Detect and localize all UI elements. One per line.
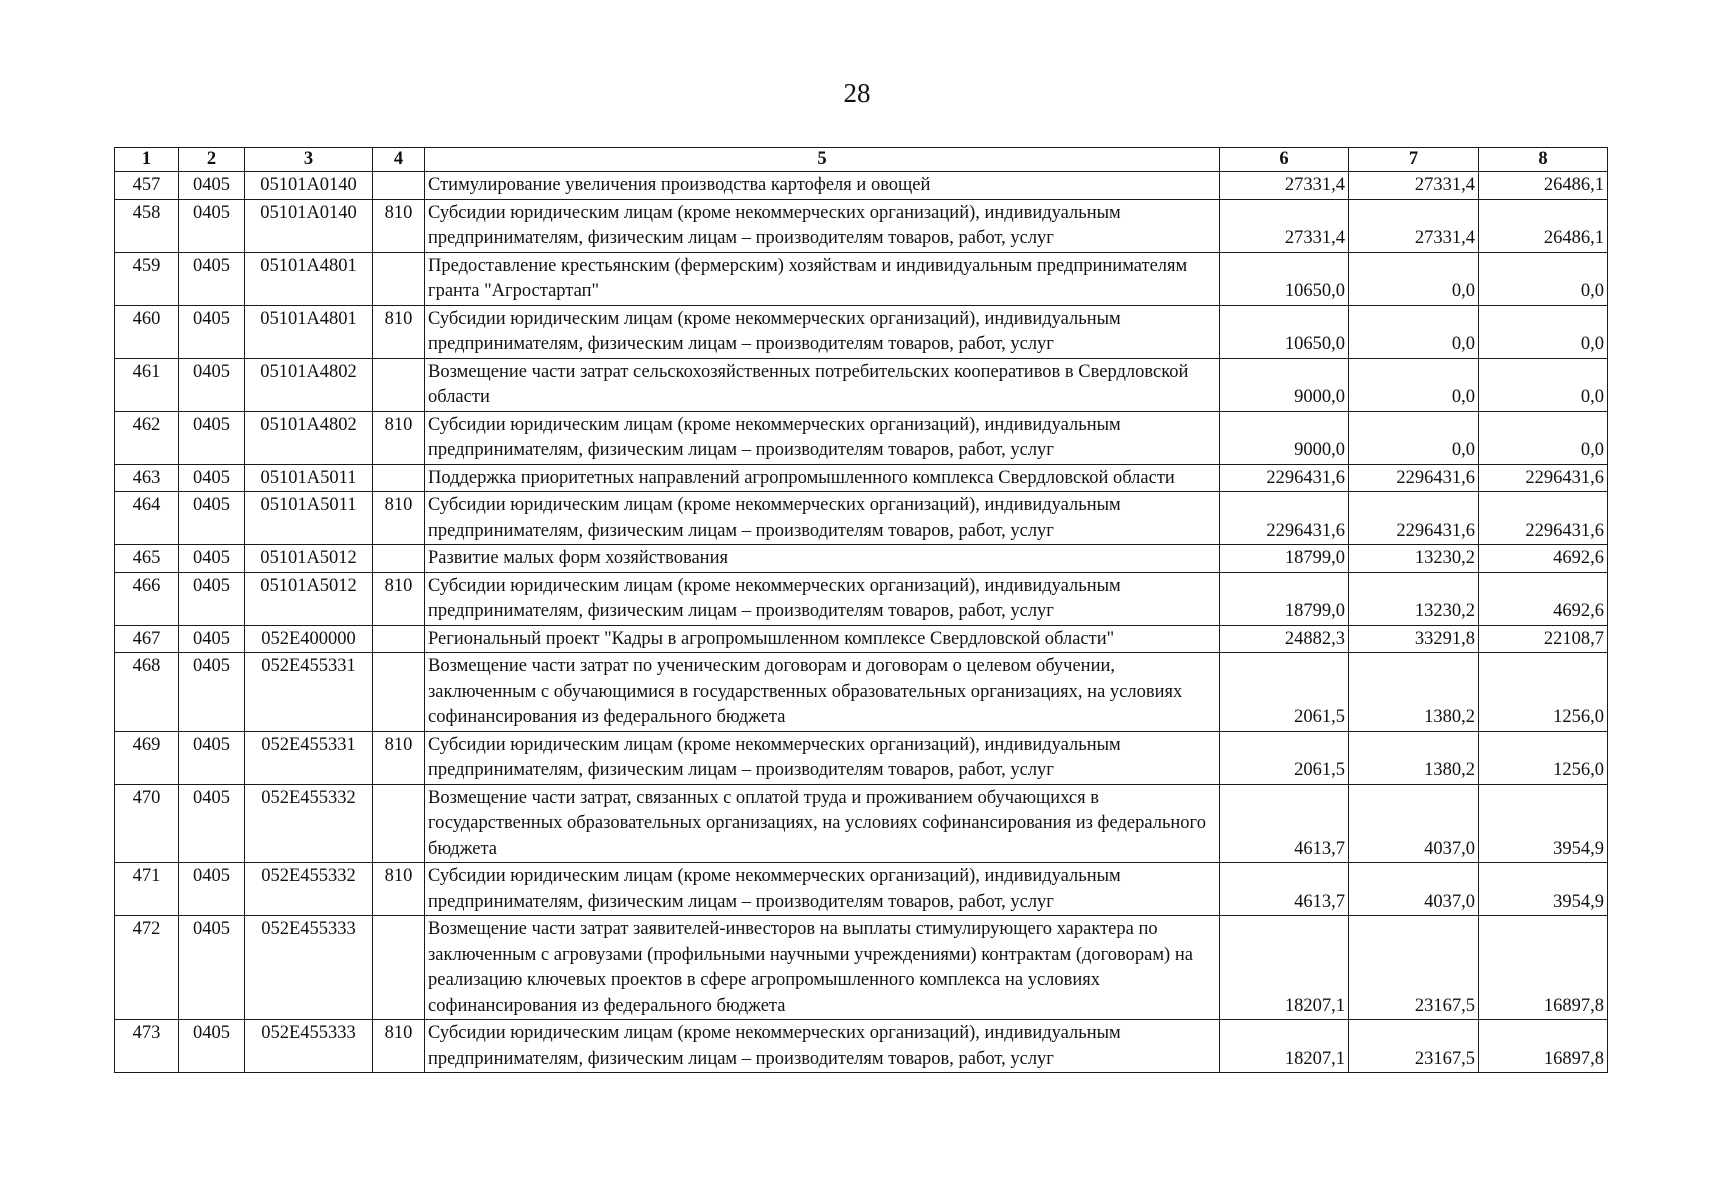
target-code-cell: 052E400000 [245,625,373,653]
expense-type-cell: 810 [373,305,425,358]
value-col-8-cell: 0,0 [1479,411,1608,464]
value-col-6-cell: 9000,0 [1220,358,1349,411]
target-code-cell: 052E455333 [245,916,373,1020]
section-code-cell: 0405 [179,731,245,784]
table-row [115,784,1608,863]
value-col-8-cell: 4692,6 [1479,572,1608,625]
target-code-cell: 05101A5012 [245,545,373,573]
value-col-7-cell: 27331,4 [1349,172,1479,200]
description-cell: Возмещение части затрат заявителей-инвесторов на выплаты стимулирующего характера по заключенным с агровузами (профильными научными учреждениями) контрактам (договорам) на реализацию ключевых проектов в сфере агропромышленного комплекса на условиях софинансирования из федерального бюджета [425,916,1220,1020]
expense-type-cell: 810 [373,199,425,252]
expense-type-cell [373,172,425,200]
description-cell: Субсидии юридическим лицам (кроме некоммерческих организаций), индивидуальным предпринимателям, физическим лицам – производителям товаров, работ, услуг [425,411,1220,464]
value-col-7-cell: 2296431,6 [1349,492,1479,545]
description-cell: Субсидии юридическим лицам (кроме некоммерческих организаций), индивидуальным предпринимателям, физическим лицам – производителям товаров, работ, услуг [425,731,1220,784]
table-row [115,305,1608,358]
section-code-cell: 0405 [179,545,245,573]
description-cell: Возмещение части затрат, связанных с оплатой труда и проживанием обучающихся в государственных образовательных организациях, на условиях софинансирования из федерального бюджета [425,784,1220,863]
header-row [115,148,1608,172]
value-col-7-cell: 4037,0 [1349,863,1479,916]
value-col-7-cell: 0,0 [1349,411,1479,464]
row-number-cell: 469 [115,731,179,784]
table-row [115,572,1608,625]
value-col-6-cell: 18799,0 [1220,545,1349,573]
row-number-cell: 472 [115,916,179,1020]
row-number-cell: 464 [115,492,179,545]
value-col-7-cell: 0,0 [1349,305,1479,358]
table-row [115,731,1608,784]
table-row [115,172,1608,200]
expense-type-cell [373,358,425,411]
row-number-cell: 465 [115,545,179,573]
description-cell: Субсидии юридическим лицам (кроме некоммерческих организаций), индивидуальным предпринимателям, физическим лицам – производителям товаров, работ, услуг [425,199,1220,252]
value-col-6-cell: 27331,4 [1220,172,1349,200]
row-number-cell: 467 [115,625,179,653]
value-col-8-cell: 16897,8 [1479,916,1608,1020]
expense-type-cell: 810 [373,863,425,916]
section-code-cell: 0405 [179,305,245,358]
description-cell: Субсидии юридическим лицам (кроме некоммерческих организаций), индивидуальным предпринимателям, физическим лицам – производителям товаров, работ, услуг [425,1020,1220,1073]
value-col-7-cell: 0,0 [1349,252,1479,305]
table-row [115,464,1608,492]
target-code-cell: 05101A5012 [245,572,373,625]
value-col-7-cell: 23167,5 [1349,1020,1479,1073]
value-col-6-cell: 18207,1 [1220,1020,1349,1073]
header-col-8: 8 [1479,148,1608,172]
section-code-cell: 0405 [179,1020,245,1073]
value-col-8-cell: 22108,7 [1479,625,1608,653]
section-code-cell: 0405 [179,653,245,732]
section-code-cell: 0405 [179,252,245,305]
expense-type-cell [373,625,425,653]
section-code-cell: 0405 [179,199,245,252]
value-col-6-cell: 10650,0 [1220,252,1349,305]
value-col-8-cell: 0,0 [1479,252,1608,305]
row-number-cell: 460 [115,305,179,358]
value-col-7-cell: 23167,5 [1349,916,1479,1020]
value-col-6-cell: 4613,7 [1220,784,1349,863]
row-number-cell: 466 [115,572,179,625]
description-cell: Субсидии юридическим лицам (кроме некоммерческих организаций), индивидуальным предпринимателям, физическим лицам – производителям товаров, работ, услуг [425,863,1220,916]
target-code-cell: 052E455331 [245,653,373,732]
row-number-cell: 458 [115,199,179,252]
header-col-3: 3 [245,148,373,172]
value-col-7-cell: 27331,4 [1349,199,1479,252]
header-col-1: 1 [115,148,179,172]
target-code-cell: 05101A0140 [245,199,373,252]
section-code-cell: 0405 [179,492,245,545]
row-number-cell: 461 [115,358,179,411]
value-col-6-cell: 24882,3 [1220,625,1349,653]
expense-type-cell: 810 [373,731,425,784]
table-row [115,492,1608,545]
header-col-2: 2 [179,148,245,172]
value-col-8-cell: 3954,9 [1479,784,1608,863]
section-code-cell: 0405 [179,172,245,200]
section-code-cell: 0405 [179,464,245,492]
expense-type-cell: 810 [373,492,425,545]
expense-type-cell: 810 [373,411,425,464]
table-body [115,172,1608,1073]
value-col-8-cell: 4692,6 [1479,545,1608,573]
section-code-cell: 0405 [179,916,245,1020]
value-col-8-cell: 2296431,6 [1479,464,1608,492]
table-row [115,252,1608,305]
table-row [115,653,1608,732]
expense-type-cell: 810 [373,572,425,625]
expense-type-cell: 810 [373,1020,425,1073]
value-col-8-cell: 1256,0 [1479,731,1608,784]
description-cell: Поддержка приоритетных направлений агропромышленного комплекса Свердловской области [425,464,1220,492]
table-row [115,1020,1608,1073]
description-cell: Субсидии юридическим лицам (кроме некоммерческих организаций), индивидуальным предпринимателям, физическим лицам – производителям товаров, работ, услуг [425,305,1220,358]
value-col-6-cell: 2061,5 [1220,653,1349,732]
target-code-cell: 05101A4802 [245,358,373,411]
description-cell: Субсидии юридическим лицам (кроме некоммерческих организаций), индивидуальным предпринимателям, физическим лицам – производителям товаров, работ, услуг [425,572,1220,625]
value-col-6-cell: 10650,0 [1220,305,1349,358]
value-col-8-cell: 26486,1 [1479,199,1608,252]
table-row [115,625,1608,653]
target-code-cell: 052E455332 [245,784,373,863]
expense-type-cell [373,464,425,492]
value-col-6-cell: 18207,1 [1220,916,1349,1020]
expense-type-cell [373,545,425,573]
value-col-7-cell: 1380,2 [1349,653,1479,732]
section-code-cell: 0405 [179,625,245,653]
value-col-7-cell: 2296431,6 [1349,464,1479,492]
page-number: 28 [843,78,871,108]
table-row [115,199,1608,252]
target-code-cell: 05101A5011 [245,492,373,545]
header-col-4: 4 [373,148,425,172]
value-col-8-cell: 0,0 [1479,358,1608,411]
value-col-8-cell: 3954,9 [1479,863,1608,916]
table-header [115,148,1608,172]
target-code-cell: 05101A0140 [245,172,373,200]
row-number-cell: 462 [115,411,179,464]
row-number-cell: 459 [115,252,179,305]
expense-type-cell [373,784,425,863]
description-cell: Стимулирование увеличения производства картофеля и овощей [425,172,1220,200]
expense-type-cell [373,252,425,305]
value-col-6-cell: 2296431,6 [1220,492,1349,545]
target-code-cell: 05101A4801 [245,305,373,358]
value-col-8-cell: 26486,1 [1479,172,1608,200]
section-code-cell: 0405 [179,411,245,464]
value-col-7-cell: 13230,2 [1349,545,1479,573]
table-row [115,916,1608,1020]
value-col-7-cell: 1380,2 [1349,731,1479,784]
description-cell: Региональный проект "Кадры в агропромышленном комплексе Свердловской области" [425,625,1220,653]
value-col-7-cell: 0,0 [1349,358,1479,411]
header-col-7: 7 [1349,148,1479,172]
expense-type-cell [373,916,425,1020]
target-code-cell: 05101A4801 [245,252,373,305]
description-cell: Развитие малых форм хозяйствования [425,545,1220,573]
value-col-6-cell: 27331,4 [1220,199,1349,252]
row-number-cell: 463 [115,464,179,492]
value-col-8-cell: 1256,0 [1479,653,1608,732]
budget-table [114,147,1608,1073]
row-number-cell: 473 [115,1020,179,1073]
target-code-cell: 052E455332 [245,863,373,916]
row-number-cell: 468 [115,653,179,732]
target-code-cell: 05101A5011 [245,464,373,492]
description-cell: Возмещение части затрат сельскохозяйственных потребительских кооперативов в Свердловской области [425,358,1220,411]
header-col-5: 5 [425,148,1220,172]
value-col-8-cell: 16897,8 [1479,1020,1608,1073]
target-code-cell: 052E455333 [245,1020,373,1073]
table-row [115,863,1608,916]
value-col-8-cell: 2296431,6 [1479,492,1608,545]
expense-type-cell [373,653,425,732]
value-col-6-cell: 9000,0 [1220,411,1349,464]
value-col-7-cell: 4037,0 [1349,784,1479,863]
value-col-6-cell: 2296431,6 [1220,464,1349,492]
value-col-6-cell: 2061,5 [1220,731,1349,784]
section-code-cell: 0405 [179,863,245,916]
section-code-cell: 0405 [179,358,245,411]
value-col-6-cell: 4613,7 [1220,863,1349,916]
row-number-cell: 457 [115,172,179,200]
section-code-cell: 0405 [179,572,245,625]
value-col-8-cell: 0,0 [1479,305,1608,358]
value-col-7-cell: 33291,8 [1349,625,1479,653]
section-code-cell: 0405 [179,784,245,863]
target-code-cell: 05101A4802 [245,411,373,464]
description-cell: Возмещение части затрат по ученическим договорам и договорам о целевом обучении, заключенным с обучающимися в государственных образовательных организациях, на условиях софинансирования из федерального бюджета [425,653,1220,732]
header-col-6: 6 [1220,148,1349,172]
row-number-cell: 471 [115,863,179,916]
table-row [115,411,1608,464]
value-col-7-cell: 13230,2 [1349,572,1479,625]
table-row [115,358,1608,411]
description-cell: Предоставление крестьянским (фермерским) хозяйствам и индивидуальным предпринимателям гранта "Агростартап" [425,252,1220,305]
target-code-cell: 052E455331 [245,731,373,784]
row-number-cell: 470 [115,784,179,863]
description-cell: Субсидии юридическим лицам (кроме некоммерческих организаций), индивидуальным предпринимателям, физическим лицам – производителям товаров, работ, услуг [425,492,1220,545]
table-row [115,545,1608,573]
value-col-6-cell: 18799,0 [1220,572,1349,625]
